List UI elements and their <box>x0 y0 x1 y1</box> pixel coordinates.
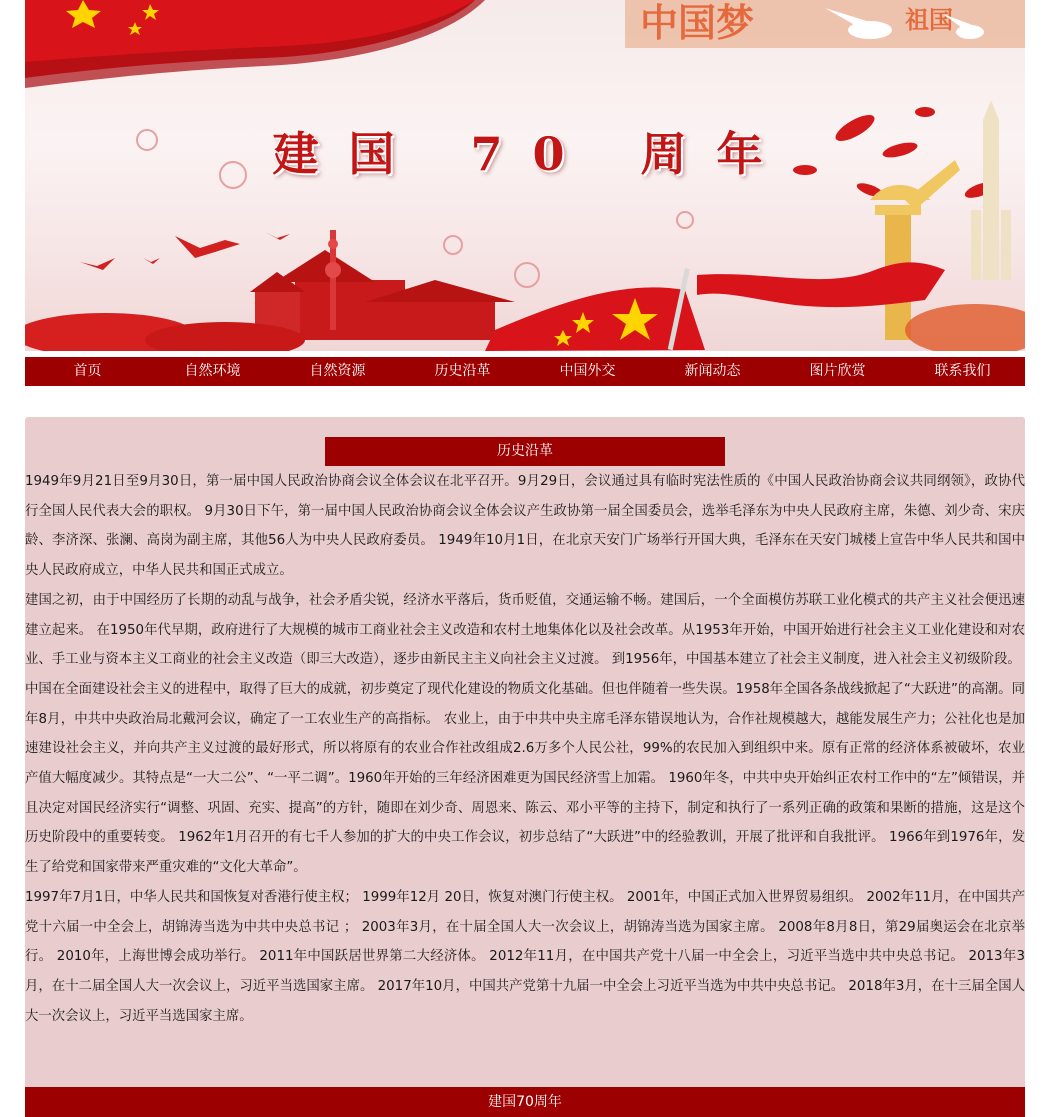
banner-title: 建国 70 周年 <box>272 127 793 181</box>
nav-item-gallery[interactable]: 图片欣赏 <box>809 363 866 379</box>
nav-item-news[interactable]: 新闻动态 <box>684 363 741 379</box>
history-article <box>25 467 1025 1031</box>
svg-text:中国梦: 中国梦 <box>640 0 755 45</box>
article-paragraph: 建国之初，由于中国经历了长期的动乱与战争，社会矛盾尖锐，经济水平落后，货币贬值，交通运输不畅。建国后，一个全面模仿苏联工业化模式的共产主义社会便迅速建立起来。 在1950年代早期，政府进行了大规模的城市工商业社会主义改造和农村土地集体化以及社会改革。从1953年开始，中国开始进行社会主义工业化建设和对农业、手工业与资本主义工商业的社会主义改造（即三大改造），逐步由新民主主义向社会主义过渡。 到1956年，中国基本建立了社会主义制度，进入社会主义初级阶段。 <box>25 592 1025 668</box>
article-paragraph: 1997年7月1日，中华人民共和国恢复对香港行使主权； 1999年12月 20日，恢复对澳门行使主权。 2001年，中国正式加入世界贸易组织。 2002年11月，在中国共产党十六届一中全会上，胡锦涛当选为中共中央总书记 ； 2003年3月，在十届全国人大一次会议上，胡锦涛当选为国家主席。 2008年8月8日，第29届奥运会在北京举行。 2010年，上海世博会成功举行。 2011年中国跃居世界第二大经济体。 2012年11月，在中国共产党十八届一中全会上，习近平当选中共中央总书记。 2013年3月，在十二届全国人大一次会议上，习近平当选国家主席。 2017年10月，中国共产党第十九届一中全会上习近平当选为中共中央总书记。 2018年3月，在十三届全国人大一次会议上，习近平当选国家主席。 <box>25 889 1025 1024</box>
hero-banner <box>25 0 1025 351</box>
nav-item-history[interactable]: 历史沿革 <box>434 363 491 379</box>
content-panel <box>25 417 1025 1117</box>
section-title: 历史沿革 <box>325 437 725 466</box>
article-paragraph: 1949年9月21日至9月30日，第一届中国人民政治协商会议全体会议在北平召开。9月29日，会议通过具有临时宪法性质的《中国人民政治协商会议共同纲领》，政协代行全国人民代表大会的职权。 9月30日下午，第一届中国人民政治协商会议全体会议产生政协第一届全国委员会，选举毛泽东为中央人民政府主席，朱德、刘少奇、宋庆龄、李济深、张澜、高岗为副主席，其他56人为中央人民政府委员。 1949年10月1日，在北京天安门广场举行开国大典，毛泽东在天安门城楼上宣告中华人民共和国中央人民政府成立，中华人民共和国正式成立。 <box>25 474 1025 579</box>
nav-item-resources[interactable]: 自然资源 <box>309 363 366 379</box>
nav-item-contact[interactable]: 联系我们 <box>934 363 991 379</box>
article-paragraph: 中国在全面建设社会主义的进程中，取得了巨大的成就，初步奠定了现代化建设的物质文化基础。但也伴随着一些失误。1958年全国各条战线掀起了“大跃进”的高潮。同年8月，中共中央政治局北戴河会议，确定了一工农业生产的高指标。 农业上，由于中共中央主席毛泽东错误地认为，合作社规模越大，越能发展生产力；公社化也是加速建设社会主义，并向共产主义过渡的最好形式，所以将原有的农业合作社改组成2.6万多个人民公社，99%的农民加入到组织中来。原有正常的经济体系被破坏，农业产值大幅度减少。其特点是“一大二公”、“一平二调”。1960年开始的三年经济困难更为国民经济雪上加霜。 1960年冬，中共中央开始纠正农村工作中的“左”倾错误，并且决定对国民经济实行“调整、巩固、充实、提高”的方针，随即在刘少奇、周恩来、陈云、邓小平等的主持下，制定和执行了一系列正确的政策和果断的措施，这是这个历史阶段中的重要转变。 1962年1月召开的有七千人参加的扩大的中央工作会议，初步总结了“大跃进”中的经验教训，开展了批评和自我批评。 1966年到1976年，发生了给党和国家带来严重灾难的“文化大革命”。 <box>25 681 1025 876</box>
footer-title-bar: 建国70周年 <box>25 1087 1025 1117</box>
svg-text:祖国: 祖国 <box>905 5 953 34</box>
main-nav <box>25 357 1025 386</box>
nav-item-home[interactable]: 首页 <box>73 363 102 379</box>
nav-item-environment[interactable]: 自然环境 <box>184 363 241 379</box>
nav-item-diplomacy[interactable]: 中国外交 <box>559 363 616 379</box>
